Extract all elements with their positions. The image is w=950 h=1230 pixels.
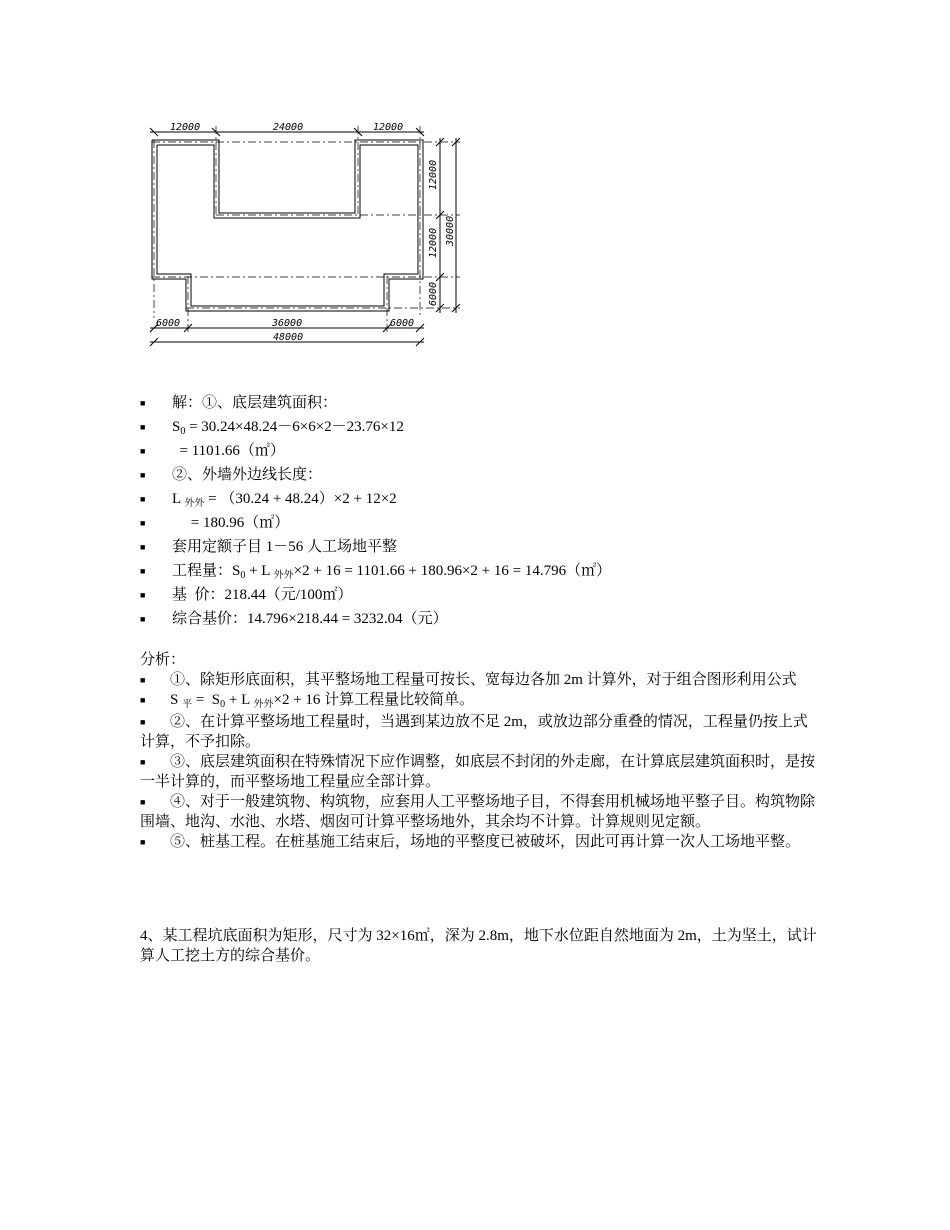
solution-line: 解：①、底层建筑面积： — [172, 395, 338, 411]
bullet-icon: ■ — [140, 398, 146, 408]
bullet-icon: ■ — [140, 614, 146, 624]
bullet-icon: ■ — [140, 470, 146, 480]
bullet-icon: ■ — [140, 494, 146, 504]
list-item — [140, 584, 820, 608]
bottom-dim-3: 6000 — [390, 318, 415, 329]
solution-line: = 180.96（㎡） — [172, 515, 290, 531]
right-dim-total: 30000 — [445, 215, 456, 246]
analysis-title: 分析： — [140, 652, 186, 668]
analysis-paragraph: ■ ⑤、桩基工程。在桩基施工结束后，场地的平整度已被破坏，因此可再计算一次人工场地平整。 — [140, 834, 801, 850]
bullet-icon: ■ — [140, 566, 146, 576]
right-dim-1: 12000 — [428, 159, 439, 190]
bullet-icon: ■ — [140, 590, 146, 600]
bullet-icon: ■ — [140, 695, 146, 705]
bullet-icon: ■ — [140, 797, 146, 807]
solution-line: 套用定额子目 1－56 人工场地平整 — [172, 539, 398, 555]
bullet-icon: ■ — [140, 446, 146, 456]
bullet-icon: ■ — [140, 757, 146, 767]
bottom-dim-2: 36000 — [272, 318, 303, 329]
bullet-icon: ■ — [140, 675, 146, 685]
bottom-dim-total: 48000 — [273, 332, 304, 343]
list-item — [140, 512, 820, 536]
bullet-icon: ■ — [140, 422, 146, 432]
solution-line: 工程量：$S_0 + L$ $_{外外}$×2 + 16 = 1101.66 + 180.96×2 + 16 = 14.796（㎡） — [172, 563, 612, 581]
bottom-dim-1: 6000 — [156, 318, 181, 329]
problem-text: 4、某工程坑底面积为矩形，尺寸为 32×16㎡，深为 2.8m，地下水位距自然地面为 2m，土为坚土，试计算人工挖土方的综合基价。 — [140, 928, 817, 964]
floor-plan-drawing — [140, 118, 470, 350]
axis-lines — [152, 126, 460, 333]
problem-4 — [140, 926, 820, 966]
list-item — [140, 536, 820, 560]
bullet-icon: ■ — [140, 837, 146, 847]
analysis-paragraph: ■ ①、除矩形底面积，其平整场地工程量可按长、宽每边各加 2m 计算外，对于组合图形利用公式 — [140, 672, 797, 688]
top-dim-2: 24000 — [273, 122, 304, 133]
right-dim-2: 12000 — [428, 227, 439, 258]
list-item — [140, 392, 820, 416]
solution-line: 基 价：218.44（元/100㎡） — [172, 587, 353, 603]
analysis-paragraph: ■ ④、对于一般建筑物、构筑物，应套用人工平整场地子目，不得套用机械场地平整子目。构筑物除围墙、地沟、水池、水塔、烟囱可计算平整场地外，其余均不计算。计算规则见定额。 — [140, 794, 816, 830]
solution-list — [140, 392, 820, 632]
analysis-paragraph: ■ ②、在计算平整场地工程量时，当遇到某边放不足 2m，或放边部分重叠的情况，工程量仍按上式计算，不予扣除。 — [140, 714, 808, 750]
bullet-icon: ■ — [140, 518, 146, 528]
list-item — [140, 560, 820, 584]
bullet-icon: ■ — [140, 542, 146, 552]
solution-line: $S_0 = 30.24\times 48.24-6\times 6\times 2-23.76\times 12$ — [172, 419, 404, 437]
outer-wall-outline — [152, 140, 423, 311]
top-dim-3: 12000 — [373, 122, 404, 133]
list-item — [140, 416, 820, 440]
solution-line: = 1101.66（㎡） — [172, 443, 285, 459]
analysis-paragraph: ■ S $_平 = S_0 + L$ $_{外外}$×2 + 16 计算工程量比较简单。 — [140, 692, 475, 710]
list-item — [140, 464, 820, 488]
list-item — [140, 440, 820, 464]
analysis-section — [140, 650, 820, 852]
solution-line: ②、外墙外边线长度： — [172, 467, 323, 483]
top-dim-1: 12000 — [170, 122, 201, 133]
inner-wall-outline — [157, 145, 418, 306]
right-dim-3: 6000 — [428, 281, 439, 306]
solution-line: 综合基价：14.796×218.44 = 3232.04（元） — [172, 611, 448, 627]
list-item — [140, 488, 820, 512]
analysis-paragraph: ■ ③、底层建筑面积在特殊情况下应作调整，如底层不封闭的外走廊，在计算底层建筑面积时，是按一半计算的，而平整场地工程量应全部计算。 — [140, 754, 816, 790]
bullet-icon: ■ — [140, 717, 146, 727]
solution-line: L $_{外外}$ = （30.24 + 48.24）×2 + 12×2 — [172, 491, 397, 509]
list-item — [140, 608, 820, 632]
